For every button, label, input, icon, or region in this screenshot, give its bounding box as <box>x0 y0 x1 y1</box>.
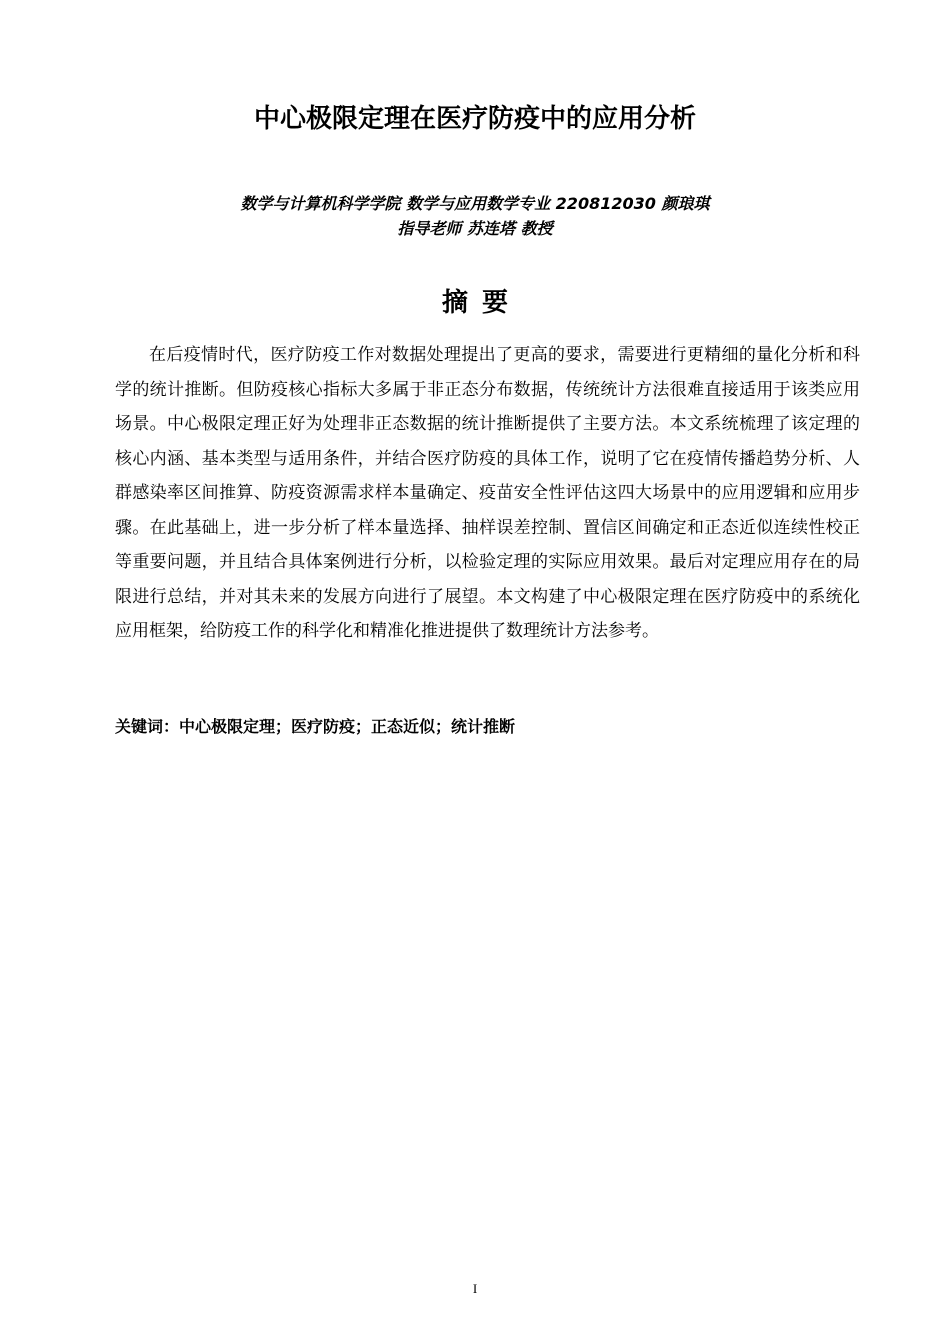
abstract-heading: 摘要 <box>441 288 522 318</box>
author-info: 数学与计算机科学学院 数学与应用数学专业 220812030 颜琅琪 <box>240 194 710 213</box>
keywords-label: 关键词： <box>115 717 180 736</box>
keywords <box>115 713 860 741</box>
abstract-body: 在后疫情时代，医疗防疫工作对数据处理提出了更高的要求，需要进行更精细的量化分析和科学的统计推断。但防疫核心指标大多属于非正态分布数据，传统统计方法很难直接适用于该类应用场景。中心极限定理正好为处理非正态数据的统计推断提供了主要方法。本文系统梳理了该定理的核心内涵、基本类型与适用条件，并结合医疗防疫的具体工作，说明了它在疫情传播趋势分析、人群感染率区间推算、防疫资源需求样本量确定、疫苗安全性评估这四大场景中的应用逻辑和应用步骤。在此基础上，进一步分析了样本量选择、抽样误差控制、置信区间确定和正态近似连续性校正等重要问题，并且结合具体案例进行分析，以检验定理的实际应用效果。最后对定理应用存在的局限进行总结，并对其未来的发展方向进行了展望。本文构建了中心极限定理在医疗防疫中的系统化应用框架，给防疫工作的科学化和精准化推进提供了数理统计方法参考。 <box>115 345 860 641</box>
page-number: I <box>472 1281 478 1296</box>
paper-title: 中心极限定理在医疗防疫中的应用分析 <box>253 104 696 134</box>
advisor-info: 指导老师 苏连塔 教授 <box>397 219 553 238</box>
keywords-text: 中心极限定理；医疗防疫；正态近似；统计推断 <box>179 717 516 736</box>
